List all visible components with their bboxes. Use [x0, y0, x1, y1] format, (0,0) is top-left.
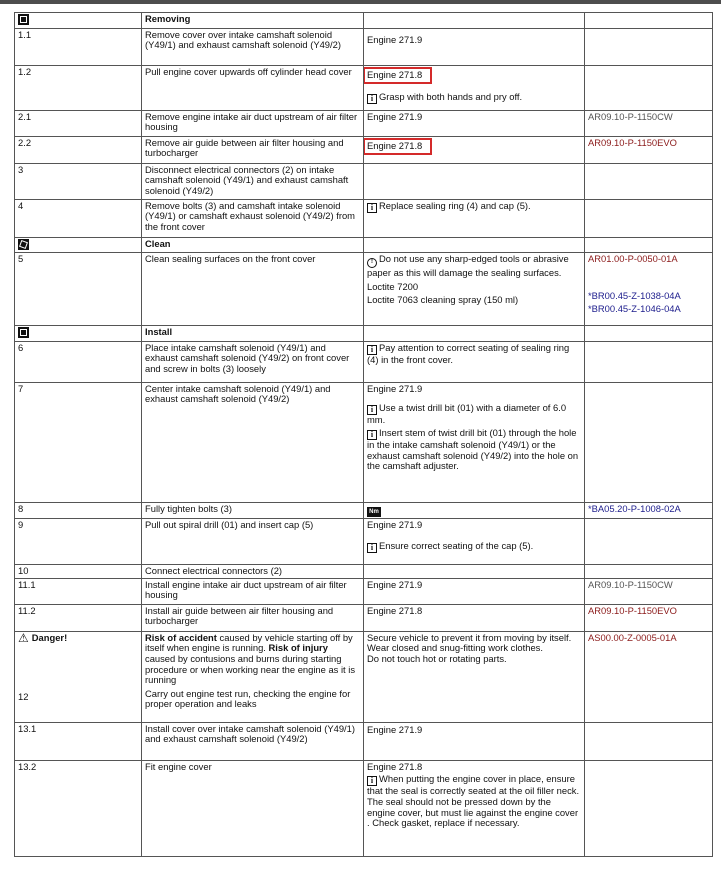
- reference-link[interactable]: AR09.10-P-1150EVO: [585, 604, 713, 631]
- table-row: [15, 518, 713, 564]
- table-row: [15, 502, 713, 518]
- step-number: 8: [15, 502, 142, 518]
- step-note: Insert stem of twist drill bit (01) through the hole in the intake camshaft solenoid (Y49/1) or the exhaust camshaft solenoid (Y49/2) into the hole on the camshaft adjuster.: [367, 426, 579, 472]
- reference-link[interactable]: *BR00.45-Z-1046-04A: [588, 303, 681, 315]
- step-action: Fully tighten bolts (3): [142, 502, 364, 518]
- section-title: Removing: [142, 13, 364, 29]
- step-action: Remove cover over intake camshaft solenoid (Y49/1) and exhaust camshaft solenoid (Y49/2): [142, 28, 364, 65]
- step-action: Place intake camshaft solenoid (Y49/1) and exhaust camshaft solenoid (Y49/2) on front cover and screw in bolts (3) loosely: [142, 341, 364, 382]
- step-number: 2.1: [15, 110, 142, 136]
- danger-risk-text: Risk of accident caused by vehicle starting off by itself when engine is running. Risk of injury caused by contusions and burns during starting procedure or when working near the engine as it is running: [145, 631, 356, 686]
- step-action: Remove air guide between air filter housing and turbocharger: [142, 136, 364, 163]
- step-spec: Engine 271.8: [367, 68, 423, 80]
- step-number: 3: [15, 163, 142, 199]
- step-action: Remove engine intake air duct upstream of air filter housing: [142, 110, 364, 136]
- highlighted-spec: [364, 138, 433, 156]
- step-spec: Engine 271.8: [367, 139, 423, 151]
- material-item: Loctite 7200: [367, 280, 419, 292]
- step-spec: Engine 271.9: [367, 382, 423, 394]
- info-icon: i: [367, 776, 377, 786]
- step-number: 13.1: [15, 722, 142, 760]
- section-header-removing: [15, 13, 713, 29]
- step-spec: Engine 271.9: [364, 110, 585, 136]
- step-spec: Engine 271.9: [367, 723, 423, 735]
- step-number: 12: [18, 691, 29, 703]
- step-note: When putting the engine cover in place, ensure that the seal is correctly seated at the oil filler neck. The seal should not be pressed down by the engine cover, but must lie against the engine cover . Check gasket, replace if necessary.: [367, 773, 580, 829]
- highlighted-spec: [364, 67, 433, 85]
- step-action: Clean sealing surfaces on the front cover: [142, 253, 364, 326]
- clean-icon: [18, 239, 29, 250]
- table-row: [15, 136, 713, 163]
- reference-link[interactable]: AR09.10-P-1150CW: [585, 578, 713, 604]
- section-header-install: [15, 326, 713, 342]
- install-icon: [18, 327, 29, 338]
- section-title: Clean: [142, 237, 364, 253]
- step-note: Replace sealing ring (4) and cap (5).: [379, 199, 531, 211]
- table-row: [15, 341, 713, 382]
- step-action: Install engine intake air duct upstream of air filter housing: [142, 578, 364, 604]
- step-spec: Engine 271.9: [364, 578, 585, 604]
- step-action: Install air guide between air filter housing and turbocharger: [142, 604, 364, 631]
- prohibition-icon: !: [367, 258, 377, 268]
- step-number: 10: [15, 564, 142, 578]
- step-action: Connect electrical connectors (2): [142, 564, 364, 578]
- step-action: Install cover over intake camshaft solenoid (Y49/1) and exhaust camshaft solenoid (Y49/2): [142, 722, 364, 760]
- step-number: 9: [15, 518, 142, 564]
- info-icon: i: [367, 345, 377, 355]
- step-action: Fit engine cover: [142, 760, 364, 856]
- step-spec: Engine 271.8: [367, 760, 423, 772]
- section-header-clean: [15, 237, 713, 253]
- material-item: Loctite 7063 cleaning spray (150 ml): [367, 294, 519, 306]
- step-number: 13.2: [15, 760, 142, 856]
- table-row: [15, 163, 713, 199]
- step-note: Grasp with both hands and pry off.: [379, 91, 523, 103]
- step-note: Use a twist drill bit (01) with a diameter of 6.0 mm.: [367, 402, 567, 426]
- reference-link[interactable]: *BA05.20-P-1008-02A: [585, 502, 713, 518]
- step-number: 6: [15, 341, 142, 382]
- removing-icon: [18, 14, 29, 25]
- step-number: 4: [15, 199, 142, 237]
- table-row: [15, 65, 713, 110]
- step-spec: Engine 271.9: [367, 518, 423, 530]
- warning-triangle-icon: ⚠: [18, 631, 29, 645]
- safety-measure: Do not touch hot or rotating parts.: [367, 652, 507, 664]
- step-number: 2.2: [15, 136, 142, 163]
- step-note: Ensure correct seating of the cap (5).: [379, 540, 534, 552]
- step-number: 1.1: [15, 28, 142, 65]
- reference-link[interactable]: AS00.00-Z-0005-01A: [585, 631, 713, 722]
- table-row: [15, 722, 713, 760]
- step-number: 11.1: [15, 578, 142, 604]
- table-row: [15, 253, 713, 326]
- step-spec: Engine 271.8: [364, 604, 585, 631]
- step-spec: Engine 271.9: [367, 33, 423, 45]
- step-number: 1.2: [15, 65, 142, 110]
- reference-link[interactable]: AR09.10-P-1150CW: [585, 110, 713, 136]
- step-note: Do not use any sharp-edged tools or abrasive paper as this will damage the sealing surfaces.: [367, 253, 569, 279]
- step-action: Remove bolts (3) and camshaft intake solenoid (Y49/1) or camshaft exhaust solenoid (Y49/2) from the front cover: [142, 199, 364, 237]
- table-row: [15, 578, 713, 604]
- info-icon: i: [367, 405, 377, 415]
- reference-link[interactable]: AR09.10-P-1150EVO: [585, 136, 713, 163]
- info-icon: i: [367, 543, 377, 553]
- step-action: Pull out spiral drill (01) and insert cap (5): [142, 518, 364, 564]
- step-note: Pay attention to correct seating of sealing ring (4) in the front cover.: [367, 341, 570, 365]
- table-row: [15, 564, 713, 578]
- reference-link[interactable]: *BR00.45-Z-1038-04A: [588, 289, 681, 301]
- safety-measure: Wear closed and snug-fitting work clothes.: [367, 642, 543, 654]
- danger-label: Danger!: [31, 631, 68, 643]
- reference-link[interactable]: AR01.00-P-0050-01A: [588, 253, 678, 265]
- info-icon: i: [367, 94, 377, 104]
- step-number: 11.2: [15, 604, 142, 631]
- step-number: 7: [15, 382, 142, 502]
- table-row-danger: [15, 631, 713, 722]
- table-row: [15, 28, 713, 65]
- table-row: [15, 110, 713, 136]
- safety-measure: Secure vehicle to prevent it from moving by itself.: [367, 631, 572, 643]
- table-row: [15, 199, 713, 237]
- step-action: Disconnect electrical connectors (2) on intake camshaft solenoid (Y49/1) and exhaust camshaft solenoid (Y49/2): [142, 163, 364, 199]
- info-icon: i: [367, 430, 377, 440]
- step-action: Carry out engine test run, checking the engine for proper operation and leaks: [145, 687, 351, 710]
- table-row: [15, 760, 713, 856]
- window-top-bar: [0, 0, 721, 4]
- torque-icon: Nm: [367, 507, 381, 517]
- step-action: Pull engine cover upwards off cylinder head cover: [142, 65, 364, 110]
- step-action: Center intake camshaft solenoid (Y49/1) and exhaust camshaft solenoid (Y49/2): [142, 382, 364, 502]
- table-row: [15, 604, 713, 631]
- table-row: [15, 382, 713, 502]
- step-number: 5: [15, 253, 142, 326]
- info-icon: i: [367, 203, 377, 213]
- procedure-table: [14, 12, 713, 857]
- section-title: Install: [142, 326, 364, 342]
